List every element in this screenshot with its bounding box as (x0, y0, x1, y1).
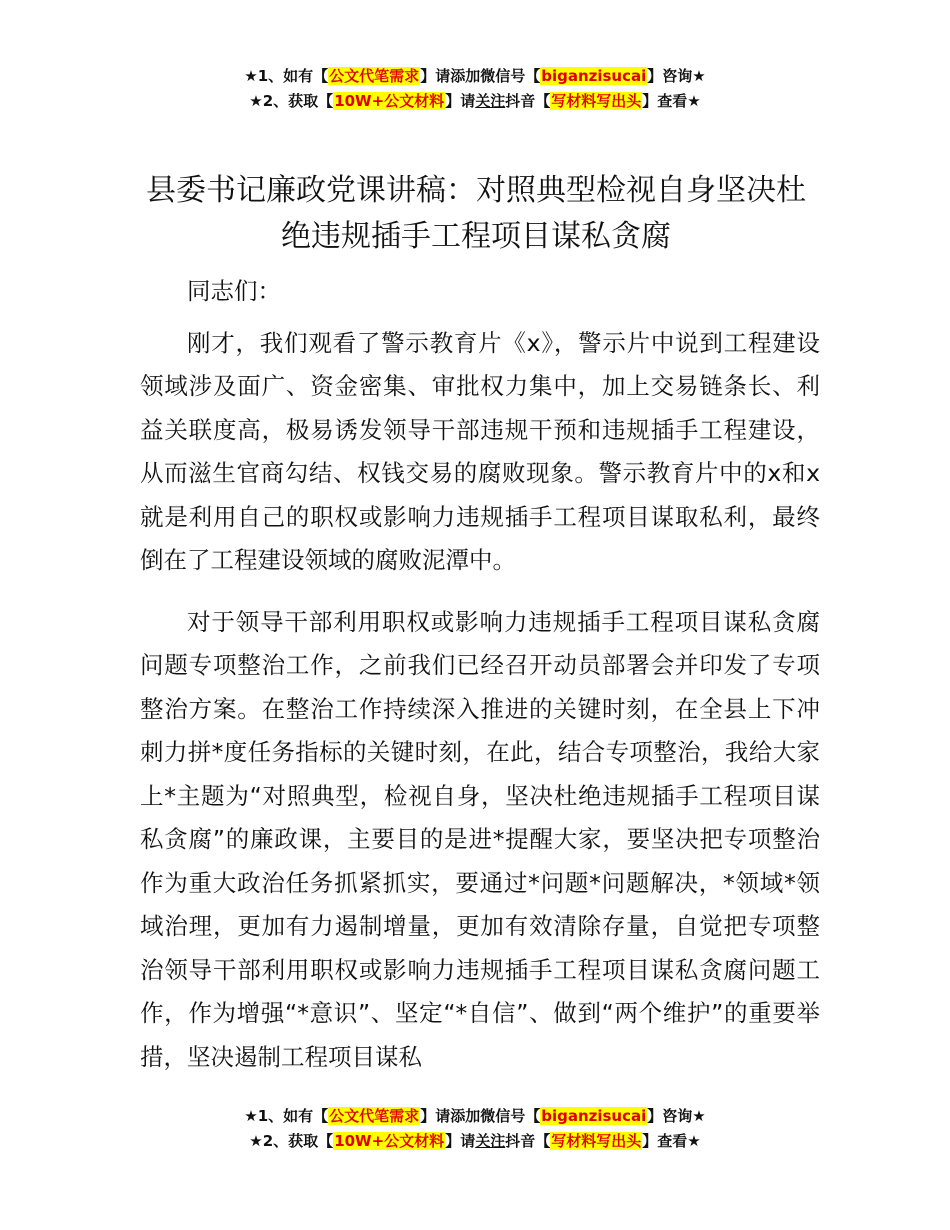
banner-highlight: 10W+公文材料 (334, 92, 445, 110)
banner-text: ★1、如有【 (244, 1107, 329, 1125)
banner-text: 】请 (445, 1132, 476, 1150)
banner-highlight: 公文代笔需求 (329, 1107, 420, 1125)
header-banner (0, 64, 950, 114)
banner-wechat-id: biganzisucai (541, 1107, 647, 1125)
banner-text: ★2、获取【 (249, 1132, 334, 1150)
banner-line-1 (0, 1104, 950, 1129)
banner-underlined: 关注 (475, 92, 506, 110)
banner-text: 】请 (445, 92, 476, 110)
banner-text: 】请添加微信号【 (420, 1107, 541, 1125)
banner-text: 抖音【 (505, 1132, 551, 1150)
document-body (140, 270, 820, 1079)
banner-line-2 (0, 89, 950, 114)
banner-underlined: 关注 (475, 1132, 506, 1150)
banner-line-1 (0, 64, 950, 89)
banner-text: 】咨询★ (647, 67, 706, 85)
footer-banner (0, 1104, 950, 1154)
banner-line-2 (0, 1129, 950, 1154)
banner-text: 】查看★ (642, 1132, 701, 1150)
paragraph-2: 对于领导干部利用职权或影响力违规插手工程项目谋私贪腐问题专项整治工作，之前我们已经召开动员部署会并印发了专项整治方案。在整治工作持续深入推进的关键时刻，在全县上下冲刺力拼*度任务指标的关键时刻，在此，结合专项整治，我给大家上*主题为“对照典型，检视自身，坚决杜绝违规插手工程项目谋私贪腐”的廉政课，主要目的是进*提醒大家，要坚决把专项整治作为重大政治任务抓紧抓实，要通过*问题*问题解决，*领域*领域治理，更加有力遏制增量，更加有效清除存量，自觉把专项整治领导干部利用职权或影响力违规插手工程项目谋私贪腐问题工作，作为增强“*意识”、坚定“*自信”、做到“两个维护”的重要举措，坚决遏制工程项目谋私 (140, 607, 820, 1071)
banner-highlight: 写材料写出头 (551, 92, 642, 110)
banner-text: 】请添加微信号【 (420, 67, 541, 85)
banner-text: ★1、如有【 (244, 67, 329, 85)
banner-highlight: 写材料写出头 (551, 1132, 642, 1150)
greeting: 同志们： (187, 277, 281, 305)
banner-highlight: 10W+公文材料 (334, 1132, 445, 1150)
paragraph-1: 刚才，我们观看了警示教育片《x》，警示片中说到工程建设领域涉及面广、资金密集、审批权力集中，加上交易链条长、利益关联度高，极易诱发领导干部违规干预和违规插手工程建设，从而滋生官商勾结、权钱交易的腐败现象。警示教育片中的x和x就是利用自己的职权或影响力违规插手工程项目谋取私利，最终倒在了工程建设领域的腐败泥潭中。 (140, 328, 820, 574)
banner-text: ★2、获取【 (249, 92, 334, 110)
banner-text: 】查看★ (642, 92, 701, 110)
banner-wechat-id: biganzisucai (541, 67, 647, 85)
banner-text: 】咨询★ (647, 1107, 706, 1125)
banner-highlight: 公文代笔需求 (329, 67, 420, 85)
banner-text: 抖音【 (505, 92, 551, 110)
document-title: 县委书记廉政党课讲稿：对照典型检视自身坚决杜绝违规插手工程项目谋私贪腐 (146, 173, 806, 254)
